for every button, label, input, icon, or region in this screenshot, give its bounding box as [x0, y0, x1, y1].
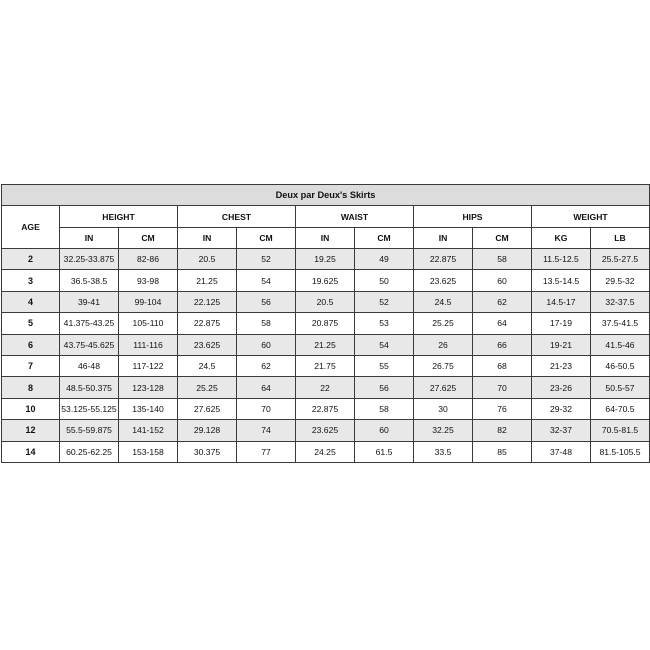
table-cell: 14.5-17: [532, 291, 591, 312]
unit-header: CM: [355, 228, 414, 249]
table-row: [2, 441, 650, 462]
table-cell: 70.5-81.5: [591, 420, 650, 441]
size-rows: [2, 249, 650, 463]
table-cell: 29-32: [532, 398, 591, 419]
table-cell: 58: [237, 313, 296, 334]
table-cell: 76: [473, 398, 532, 419]
table-cell: 19-21: [532, 334, 591, 355]
table-cell: 24.5: [178, 355, 237, 376]
table-row: [2, 249, 650, 270]
table-cell: 81.5-105.5: [591, 441, 650, 462]
table-cell: 123-128: [119, 377, 178, 398]
table-cell: 36.5-38.5: [60, 270, 119, 291]
table-cell: 74: [237, 420, 296, 441]
age-cell: 7: [2, 355, 60, 376]
table-cell: 85: [473, 441, 532, 462]
age-cell: 2: [2, 249, 60, 270]
table-cell: 58: [473, 249, 532, 270]
age-cell: 6: [2, 334, 60, 355]
table-cell: 60: [237, 334, 296, 355]
table-cell: 99-104: [119, 291, 178, 312]
table-cell: 46-50.5: [591, 355, 650, 376]
group-header-waist: WAIST: [296, 206, 414, 228]
table-cell: 23.625: [178, 334, 237, 355]
table-cell: 55.5-59.875: [60, 420, 119, 441]
table-cell: 32-37.5: [591, 291, 650, 312]
table-cell: 64-70.5: [591, 398, 650, 419]
unit-header: IN: [178, 228, 237, 249]
table-row: [2, 398, 650, 419]
table-cell: 64: [473, 313, 532, 334]
table-cell: 20.5: [178, 249, 237, 270]
table-cell: 29.128: [178, 420, 237, 441]
table-cell: 70: [473, 377, 532, 398]
table-cell: 33.5: [414, 441, 473, 462]
table-cell: 25.5-27.5: [591, 249, 650, 270]
table-cell: 77: [237, 441, 296, 462]
table-cell: 37-48: [532, 441, 591, 462]
table-row: [2, 420, 650, 441]
table-cell: 43.75-45.625: [60, 334, 119, 355]
table-cell: 60.25-62.25: [60, 441, 119, 462]
table-cell: 24.5: [414, 291, 473, 312]
table-cell: 22.875: [178, 313, 237, 334]
table-cell: 50.5-57: [591, 377, 650, 398]
table-cell: 70: [237, 398, 296, 419]
group-header-chest: CHEST: [178, 206, 296, 228]
group-header-row: [2, 206, 650, 228]
table-cell: 19.25: [296, 249, 355, 270]
table-cell: 21-23: [532, 355, 591, 376]
unit-header: CM: [119, 228, 178, 249]
table-cell: 61.5: [355, 441, 414, 462]
group-header-hips: HIPS: [414, 206, 532, 228]
table-cell: 26.75: [414, 355, 473, 376]
table-cell: 22.125: [178, 291, 237, 312]
unit-header: IN: [296, 228, 355, 249]
table-cell: 23.625: [414, 270, 473, 291]
table-row: [2, 313, 650, 334]
table-cell: 24.25: [296, 441, 355, 462]
table-cell: 82: [473, 420, 532, 441]
table-cell: 56: [237, 291, 296, 312]
table-cell: 39-41: [60, 291, 119, 312]
table-cell: 46-48: [60, 355, 119, 376]
unit-header: CM: [473, 228, 532, 249]
table-cell: 20.5: [296, 291, 355, 312]
unit-header: LB: [591, 228, 650, 249]
group-header-height: HEIGHT: [60, 206, 178, 228]
table-cell: 21.75: [296, 355, 355, 376]
table-cell: 22.875: [296, 398, 355, 419]
unit-header-row: [2, 228, 650, 249]
age-cell: 5: [2, 313, 60, 334]
unit-header: CM: [237, 228, 296, 249]
table-cell: 17-19: [532, 313, 591, 334]
table-cell: 55: [355, 355, 414, 376]
table-cell: 153-158: [119, 441, 178, 462]
chart-title: Deux par Deux's Skirts: [2, 185, 650, 206]
title-row: [2, 185, 650, 206]
table-cell: 62: [473, 291, 532, 312]
table-cell: 13.5-14.5: [532, 270, 591, 291]
table-cell: 117-122: [119, 355, 178, 376]
size-chart-table: [1, 184, 650, 463]
table-cell: 93-98: [119, 270, 178, 291]
table-cell: 27.625: [414, 377, 473, 398]
unit-header: IN: [414, 228, 473, 249]
table-cell: 56: [355, 377, 414, 398]
table-row: [2, 291, 650, 312]
age-cell: 10: [2, 398, 60, 419]
age-cell: 4: [2, 291, 60, 312]
table-cell: 30.375: [178, 441, 237, 462]
table-cell: 52: [355, 291, 414, 312]
table-cell: 64: [237, 377, 296, 398]
table-cell: 27.625: [178, 398, 237, 419]
table-row: [2, 334, 650, 355]
table-cell: 30: [414, 398, 473, 419]
group-header-weight: WEIGHT: [532, 206, 650, 228]
table-cell: 25.25: [414, 313, 473, 334]
table-cell: 32.25-33.875: [60, 249, 119, 270]
table-cell: 54: [355, 334, 414, 355]
table-cell: 41.5-46: [591, 334, 650, 355]
table-cell: 135-140: [119, 398, 178, 419]
table-cell: 49: [355, 249, 414, 270]
table-cell: 111-116: [119, 334, 178, 355]
table-cell: 37.5-41.5: [591, 313, 650, 334]
table-cell: 32-37: [532, 420, 591, 441]
table-cell: 66: [473, 334, 532, 355]
table-cell: 21.25: [296, 334, 355, 355]
table-cell: 50: [355, 270, 414, 291]
table-cell: 26: [414, 334, 473, 355]
table-cell: 82-86: [119, 249, 178, 270]
table-cell: 22: [296, 377, 355, 398]
age-cell: 3: [2, 270, 60, 291]
table-cell: 141-152: [119, 420, 178, 441]
table-cell: 32.25: [414, 420, 473, 441]
table-cell: 60: [355, 420, 414, 441]
table-row: [2, 377, 650, 398]
table-cell: 54: [237, 270, 296, 291]
table-cell: 19.625: [296, 270, 355, 291]
table-cell: 58: [355, 398, 414, 419]
table-cell: 60: [473, 270, 532, 291]
table-cell: 25.25: [178, 377, 237, 398]
table-cell: 53: [355, 313, 414, 334]
table-row: [2, 270, 650, 291]
table-cell: 23.625: [296, 420, 355, 441]
table-cell: 23-26: [532, 377, 591, 398]
age-cell: 12: [2, 420, 60, 441]
unit-header: KG: [532, 228, 591, 249]
table-cell: 29.5-32: [591, 270, 650, 291]
age-cell: 8: [2, 377, 60, 398]
table-cell: 11.5-12.5: [532, 249, 591, 270]
table-cell: 21.25: [178, 270, 237, 291]
table-cell: 22.875: [414, 249, 473, 270]
table-row: [2, 355, 650, 376]
age-cell: 14: [2, 441, 60, 462]
table-cell: 105-110: [119, 313, 178, 334]
table-cell: 68: [473, 355, 532, 376]
table-cell: 53.125-55.125: [60, 398, 119, 419]
table-cell: 48.5-50.375: [60, 377, 119, 398]
unit-header: IN: [60, 228, 119, 249]
table-cell: 52: [237, 249, 296, 270]
table-cell: 62: [237, 355, 296, 376]
table-cell: 41.375-43.25: [60, 313, 119, 334]
table-cell: 20.875: [296, 313, 355, 334]
age-header: AGE: [2, 206, 60, 249]
